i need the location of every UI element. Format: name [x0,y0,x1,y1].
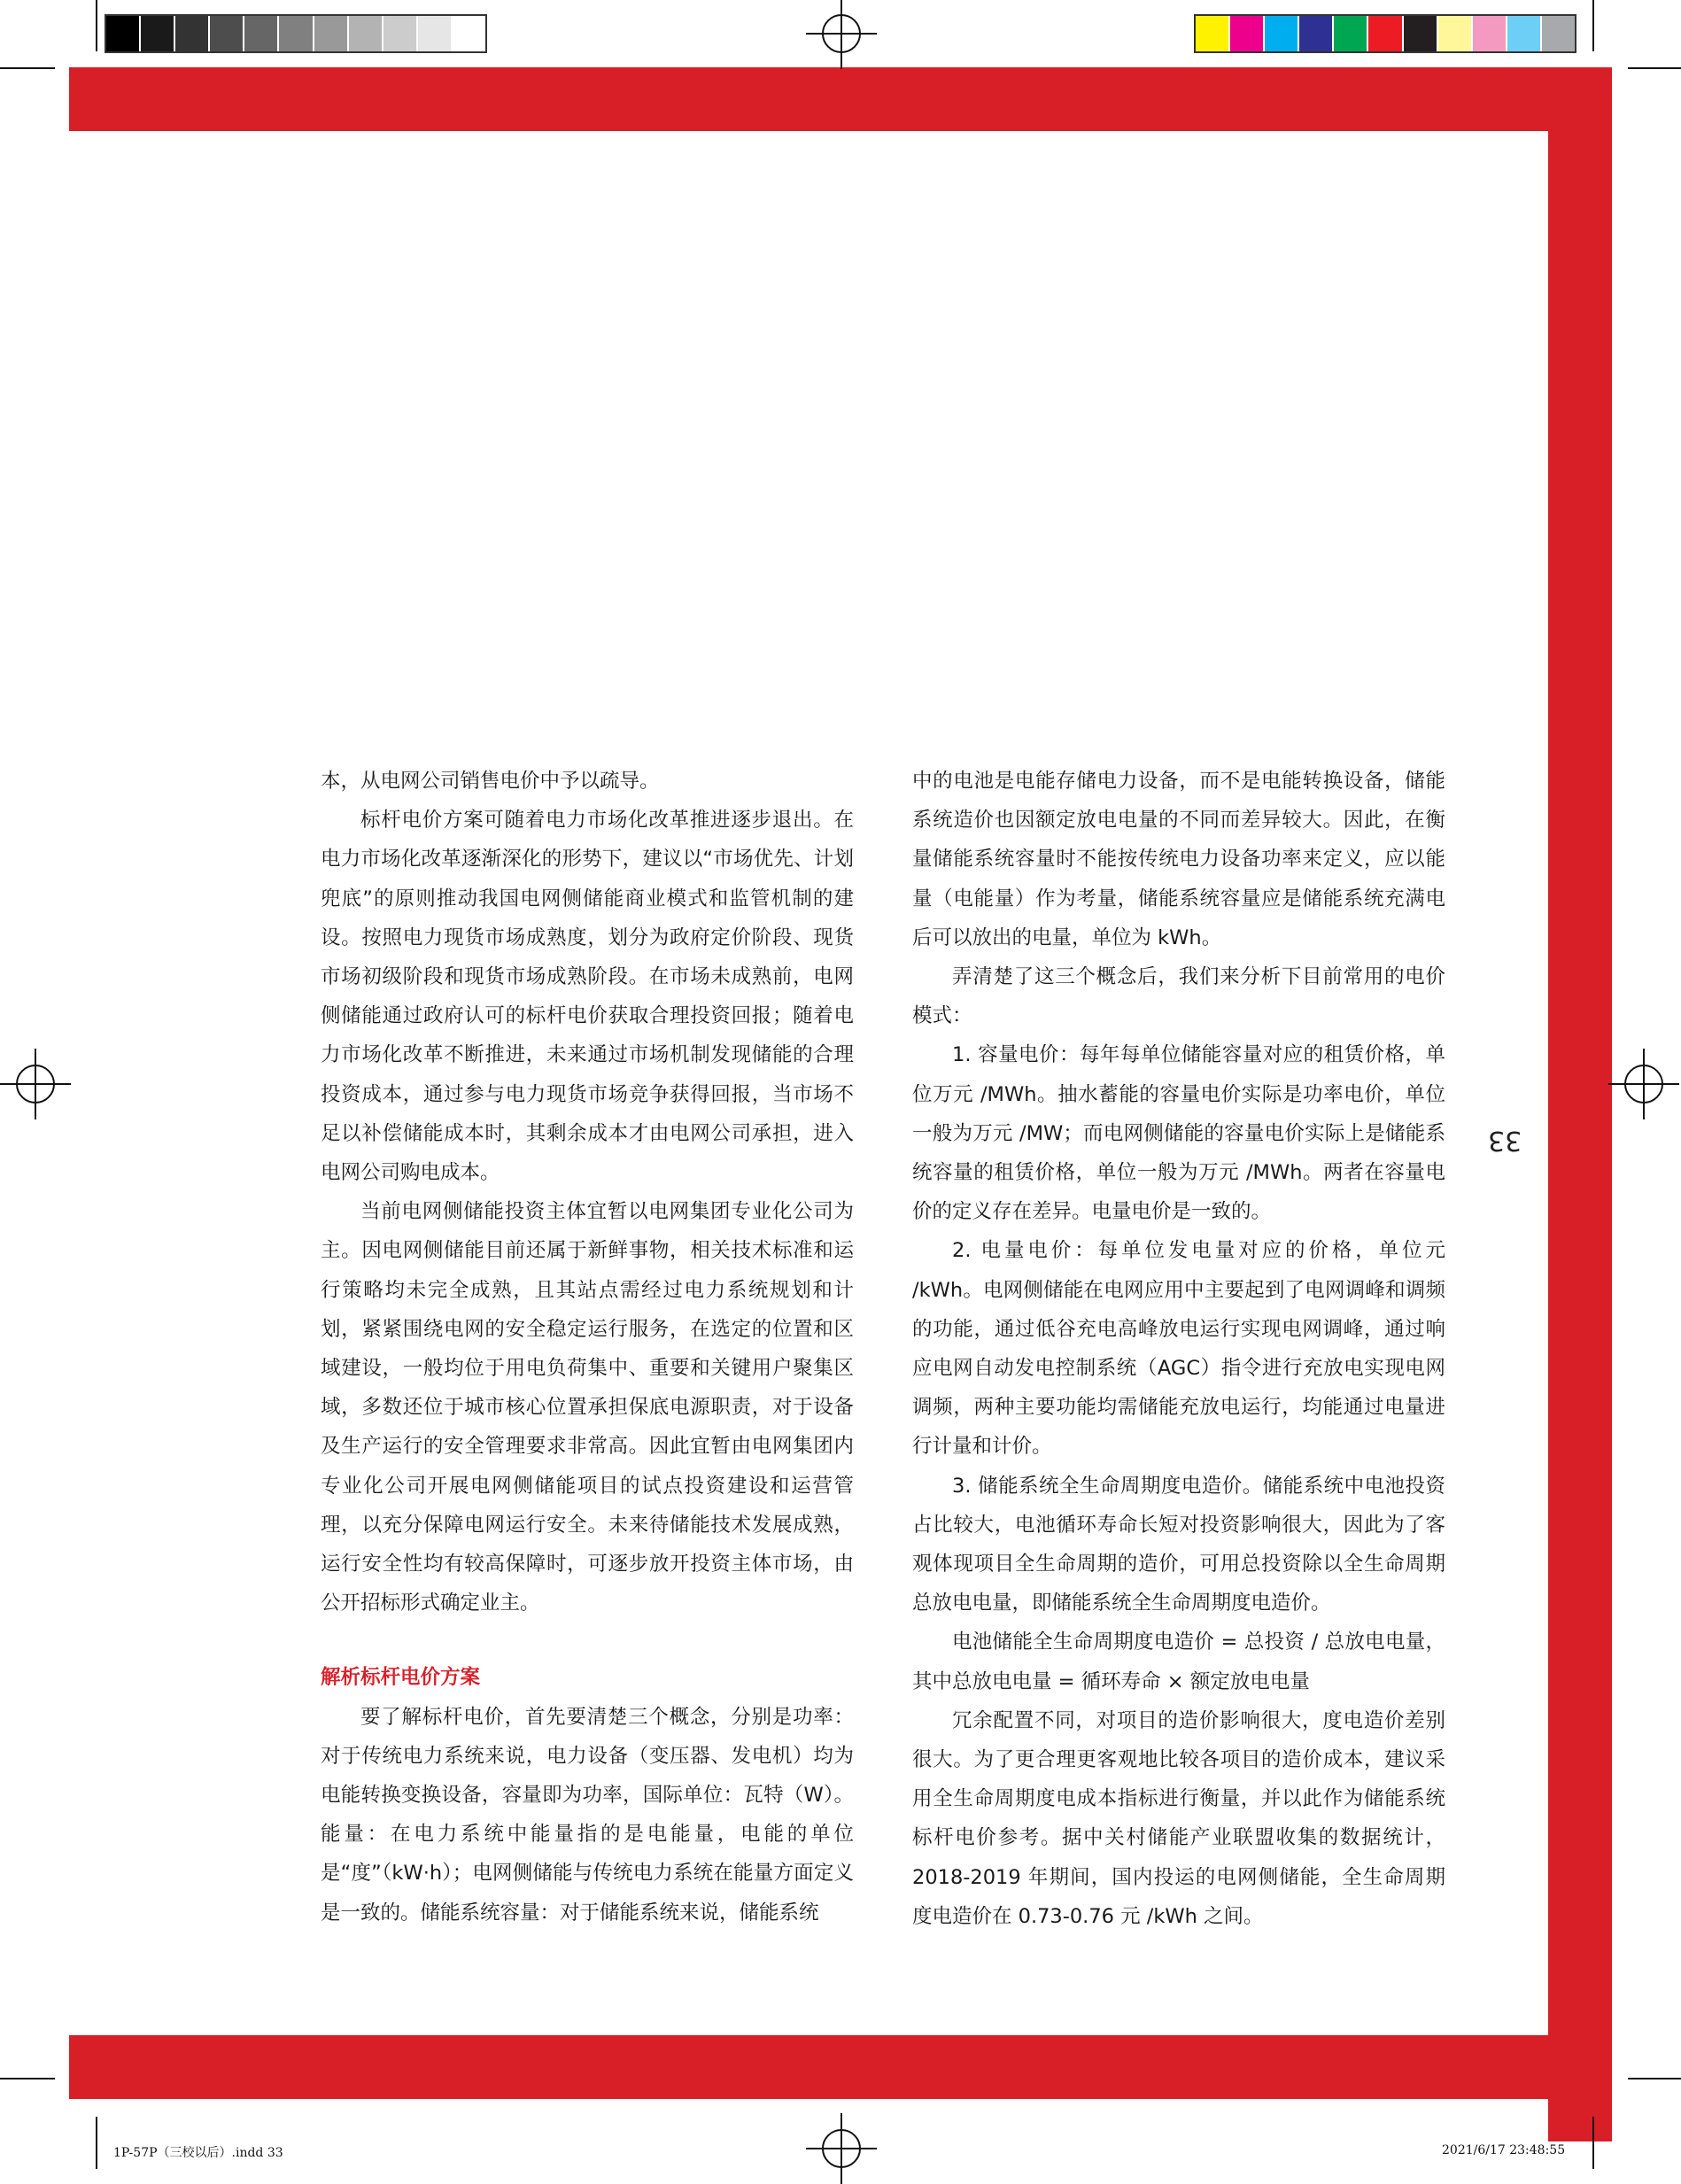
crop-mark [1592,0,1594,51]
registration-mark-right [1624,1065,1663,1104]
page-number: 33 [1488,1125,1522,1156]
crop-mark [96,0,97,51]
paragraph: 当前电网侧储能投资主体宜暂以电网集团专业化公司为主。因电网侧储能目前还属于新鲜事物，相关技术标准和运行策略均未完全成熟，且其站点需经过电力系统规划和计划，紧紧围绕电网的安全稳定运行服务，在选定的位置和区域建设，一般均位于用电负荷集中、重要和关键用户聚集区域，多数还位于城市核心位置承担保底电源职责，对于设备及生产运行的安全管理要求非常高。因此宜暂由电网集团内专业化公司开展电网侧储能项目的试点投资建设和运营管理，以充分保障电网运行安全。未来待储能技术发展成熟，运行安全性均有较高保障时，可逐步放开投资主体市场，由公开招标形式确定业主。 [321,1200,854,1615]
slug-timestamp: 2021/6/17 23:48:55 [1442,2143,1566,2157]
color-swatch [383,16,418,51]
paragraph: 本，从电网公司销售电价中予以疏导。 [321,770,660,793]
color-swatch [314,16,349,51]
color-swatch [106,16,141,51]
color-swatch [453,16,485,51]
left-column [321,762,854,1932]
paragraph: 电池储能全生命周期度电造价 = 总投资 / 总放电电量，其中总放电电量 = 循环寿命 × 额定放电电量 [912,1630,1445,1693]
color-swatch [1542,16,1575,51]
color-swatch [1507,16,1542,51]
color-swatch [1368,16,1403,51]
color-swatch [210,16,244,51]
color-swatch [1438,16,1473,51]
registration-mark-bottom [822,2129,861,2168]
crop-mark [0,2078,55,2079]
color-swatch [141,16,175,51]
color-swatch [418,16,453,51]
paragraph: 标杆电价方案可随着电力市场化改革推进逐步退出。在电力市场化改革逐渐深化的形势下，建议以“市场优先、计划兜底”的原则推动我国电网侧储能商业模式和监管机制的建设。按照电力现货市场成熟度，划分为政府定价阶段、现货市场初级阶段和现货市场成熟阶段。在市场未成熟前，电网侧储能通过政府认可的标杆电价获取合理投资回报；随着电力市场化改革不断推进，未来通过市场机制发现储能的合理投资成本，通过参与电力现货市场竞争获得回报，当市场不足以补偿储能成本时，其剩余成本才由电网公司承担，进入电网公司购电成本。 [321,809,854,1185]
crop-mark [1628,2078,1681,2079]
crop-mark [96,2117,97,2169]
paragraph: 中的电池是电能存储电力设备，而不是电能转换设备，储能系统造价也因额定放电电量的不同而差异较大。因此，在衡量储能系统容量时不能按传统电力设备功率来定义，应以能量（电能量）作为考量，储能系统容量应是储能系统充满电后可以放出的电量，单位为 kWh。 [912,770,1445,949]
paragraph: 冗余配置不同，对项目的造价影响很大，度电造价差别很大。为了更合理更客观地比较各项目的造价成本，建议采用全生命周期度电成本指标进行衡量，并以此作为储能系统标杆电价参考。据中关村储能产业联盟收集的数据统计，2018-2019 年期间，国内投运的电网侧储能，全生命周期度电造价在 0.73-0.76 元 /kWh 之间。 [912,1708,1445,1928]
red-frame-top [69,67,1612,131]
color-swatch [244,16,279,51]
color-swatch [1404,16,1438,51]
slug-filename: 1P-57P（三校以后）.indd 33 [113,2146,283,2160]
color-swatch [279,16,314,51]
color-swatch [175,16,210,51]
crop-mark [0,67,55,69]
color-swatch [349,16,383,51]
paragraph: 2. 电量电价：每单位发电量对应的价格，单位元 /kWh。电网侧储能在电网应用中主要起到了电网调峰和调频的功能，通过低谷充电高峰放电运行实现电网调峰，通过响应电网自动发电控制系统（AGC）指令进行充放电实现电网调频，两种主要功能均需储能充放电运行，均能通过电量进行计量和计价。 [912,1239,1445,1459]
red-frame-bottom [69,2035,1612,2099]
paragraph: 1. 容量电价：每年每单位储能容量对应的租赁价格，单位万元 /MWh。抽水蓄能的容量电价实际是功率电价，单位一般为万元 /MW；而电网侧储能的容量电价实际上是储能系统容量的租赁价格，单位一般为万元 /MWh。两者在容量电价的定义存在差异。电量电价是一致的。 [912,1043,1445,1224]
color-swatch [1196,16,1230,51]
section-heading: 解析标杆电价方案 [321,1666,481,1690]
color-swatch [1230,16,1265,51]
registration-mark-left [16,1065,55,1104]
right-column [912,762,1445,1936]
color-swatch [1265,16,1299,51]
color-swatch [1334,16,1368,51]
process-color-bar [1194,14,1576,53]
paragraph: 弄清楚了这三个概念后，我们来分析下目前常用的电价模式： [912,965,1445,1028]
crop-mark [1592,2117,1594,2169]
paragraph: 3. 储能系统全生命周期度电造价。储能系统中电池投资占比较大，电池循环寿命长短对投资影响很大，因此为了客观体现项目全生命周期的造价，可用总投资除以全生命周期总放电电量，即储能系统全生命周期度电造价。 [912,1474,1445,1615]
red-frame-right [1548,67,1612,2141]
paragraph: 要了解标杆电价，首先要清楚三个概念，分别是功率：对于传统电力系统来说，电力设备（变压器、发电机）均为电能转换变换设备，容量即为功率，国际单位：瓦特（W）。能量：在电力系统中能量指的是电能量，电能的单位是“度”（kW·h）；电网侧储能与传统电力系统在能量方面定义是一致的。储能系统容量：对于储能系统来说，储能系统 [321,1705,854,1925]
color-swatch [1299,16,1334,51]
gray-color-bar [105,14,487,53]
registration-mark-top [822,14,861,53]
crop-mark [1628,67,1681,69]
color-swatch [1473,16,1507,51]
